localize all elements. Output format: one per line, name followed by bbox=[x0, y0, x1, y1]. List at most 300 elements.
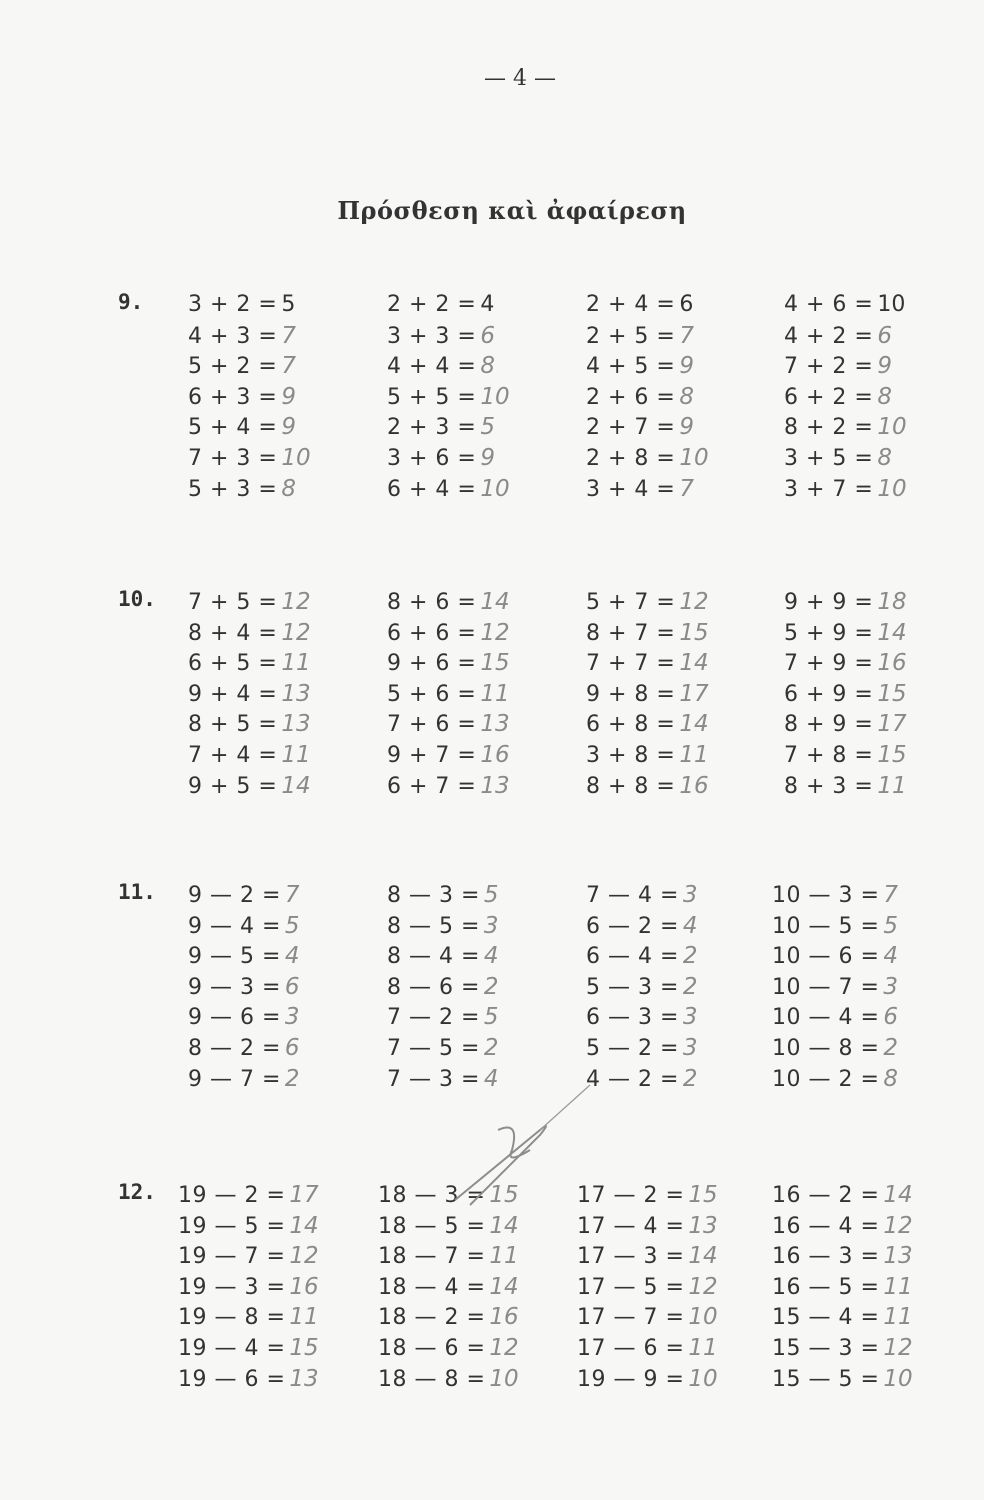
equation-expression: 16 — 3 = bbox=[772, 1244, 880, 1270]
equation-expression: 3 + 7 = bbox=[784, 476, 874, 502]
handwritten-answer: 12 bbox=[480, 619, 510, 646]
handwritten-answer: 14 bbox=[489, 1212, 519, 1239]
handwritten-answer: 10 bbox=[883, 1365, 913, 1392]
equation-row bbox=[188, 587, 311, 618]
handwritten-answer: 3 bbox=[883, 973, 899, 1000]
equation-row bbox=[178, 1302, 319, 1333]
equation-row bbox=[772, 1033, 898, 1064]
handwritten-answer: 8 bbox=[281, 475, 296, 502]
equation-expression: 8 + 8 = bbox=[586, 773, 676, 799]
handwritten-answer: 11 bbox=[877, 772, 907, 799]
equation-expression: 6 + 7 = bbox=[387, 773, 477, 799]
handwritten-answer: 10 bbox=[877, 414, 907, 441]
equation-expression: 16 — 4 = bbox=[772, 1213, 880, 1239]
exercise-number: 11. bbox=[118, 880, 156, 904]
handwritten-answer: 10 bbox=[877, 475, 907, 502]
printed-answer: 4 bbox=[480, 292, 495, 317]
equation-expression: 7 + 5 = bbox=[188, 590, 278, 615]
equation-row bbox=[387, 679, 510, 710]
equation-expression: 2 + 4 = bbox=[586, 292, 676, 317]
handwritten-answer: 14 bbox=[289, 1212, 319, 1239]
equation-row bbox=[586, 648, 709, 679]
equation-expression: 7 + 3 = bbox=[188, 445, 278, 471]
equation-expression: 8 + 6 = bbox=[387, 590, 477, 615]
handwritten-answer: 7 bbox=[883, 882, 899, 908]
equation-row bbox=[378, 1180, 519, 1211]
equation-row bbox=[577, 1211, 718, 1242]
equation-row bbox=[784, 587, 907, 618]
equation-expression: 5 + 6 = bbox=[387, 681, 477, 707]
equation-expression: 9 + 4 = bbox=[188, 681, 278, 707]
equation-row bbox=[188, 1064, 300, 1095]
equation-expression: 15 — 5 = bbox=[772, 1366, 880, 1392]
equation-column bbox=[586, 880, 698, 1094]
equation-row bbox=[586, 1033, 698, 1064]
equation-row bbox=[188, 1033, 300, 1064]
equation-expression: 3 + 6 = bbox=[387, 445, 477, 471]
handwritten-answer: 12 bbox=[679, 589, 709, 615]
equation-row bbox=[387, 351, 510, 382]
equation-expression: 19 — 5 = bbox=[178, 1213, 286, 1239]
handwritten-answer: 16 bbox=[679, 772, 709, 799]
handwritten-answer: 11 bbox=[883, 1304, 913, 1331]
equation-row bbox=[784, 412, 907, 443]
equation-row bbox=[784, 648, 907, 679]
exercise-number: 12. bbox=[118, 1180, 156, 1204]
equation-row bbox=[387, 587, 510, 618]
equation-expression: 10 — 7 = bbox=[772, 974, 880, 1000]
equation-expression: 2 + 3 = bbox=[387, 415, 477, 441]
equation-column bbox=[387, 587, 510, 801]
handwritten-answer: 6 bbox=[877, 322, 892, 349]
equation-row bbox=[378, 1364, 519, 1395]
equation-row bbox=[387, 618, 510, 649]
handwritten-answer: 10 bbox=[489, 1365, 519, 1392]
equation-row bbox=[577, 1302, 718, 1333]
equation-expression: 7 + 6 = bbox=[387, 712, 477, 738]
equation-expression: 7 — 5 = bbox=[387, 1035, 480, 1061]
equation-expression: 7 — 2 = bbox=[387, 1005, 480, 1031]
equation-row bbox=[772, 1180, 913, 1211]
equation-row bbox=[178, 1180, 319, 1211]
equation-column bbox=[188, 880, 300, 1094]
equation-row bbox=[772, 1211, 913, 1242]
handwritten-answer: 15 bbox=[480, 650, 510, 677]
exercise-number: 9. bbox=[118, 290, 144, 314]
handwritten-answer: 9 bbox=[281, 414, 296, 441]
equation-expression: 6 — 3 = bbox=[586, 1005, 679, 1031]
equation-row bbox=[188, 443, 311, 474]
equation-row bbox=[784, 321, 907, 352]
equation-expression: 3 + 8 = bbox=[586, 742, 676, 768]
equation-row bbox=[387, 972, 499, 1003]
equation-expression: 10 — 6 = bbox=[772, 944, 880, 970]
equation-row bbox=[188, 740, 311, 771]
equation-expression: 18 — 4 = bbox=[378, 1274, 486, 1300]
handwritten-answer: 2 bbox=[682, 943, 698, 970]
equation-column bbox=[772, 1180, 913, 1394]
equation-row bbox=[387, 1064, 499, 1095]
equation-expression: 10 — 3 = bbox=[772, 883, 880, 908]
equation-row bbox=[178, 1272, 319, 1303]
equation-expression: 3 + 2 = bbox=[188, 292, 278, 317]
handwritten-answer: 13 bbox=[480, 711, 510, 738]
equation-row bbox=[178, 1211, 319, 1242]
equation-expression: 6 + 9 = bbox=[784, 681, 874, 707]
handwritten-answer: 12 bbox=[489, 1334, 519, 1361]
equation-row bbox=[772, 1064, 898, 1095]
equation-row bbox=[772, 1333, 913, 1364]
printed-answer: 5 bbox=[281, 292, 296, 317]
handwritten-answer: 6 bbox=[284, 973, 300, 1000]
handwritten-answer: 10 bbox=[480, 383, 510, 410]
equation-expression: 6 — 4 = bbox=[586, 944, 679, 970]
handwritten-answer: 4 bbox=[883, 943, 899, 970]
handwritten-answer: 14 bbox=[679, 650, 709, 677]
equation-row bbox=[178, 1241, 319, 1272]
equation-row bbox=[387, 474, 510, 505]
equation-expression: 2 + 6 = bbox=[586, 384, 676, 410]
equation-row bbox=[387, 321, 510, 352]
equation-expression: 6 + 4 = bbox=[387, 476, 477, 502]
handwritten-answer: 12 bbox=[281, 619, 311, 646]
equation-row bbox=[784, 618, 907, 649]
equation-expression: 4 + 4 = bbox=[387, 354, 477, 380]
equation-expression: 4 + 5 = bbox=[586, 354, 676, 380]
equation-expression: 15 — 4 = bbox=[772, 1305, 880, 1331]
handwritten-answer: 14 bbox=[688, 1243, 718, 1270]
equation-row bbox=[586, 709, 709, 740]
equation-row bbox=[188, 321, 311, 352]
handwritten-answer: 11 bbox=[281, 741, 311, 768]
equation-row bbox=[188, 412, 311, 443]
handwritten-answer: 3 bbox=[682, 882, 698, 908]
handwritten-answer: 10 bbox=[688, 1304, 718, 1331]
handwritten-answer: 10 bbox=[679, 444, 709, 471]
equation-expression: 5 — 2 = bbox=[586, 1035, 679, 1061]
handwritten-answer: 12 bbox=[883, 1334, 913, 1361]
handwritten-answer: 7 bbox=[679, 475, 694, 502]
equation-expression: 17 — 5 = bbox=[577, 1274, 685, 1300]
equation-row bbox=[586, 618, 709, 649]
handwritten-answer: 5 bbox=[883, 912, 899, 939]
handwritten-answer: 16 bbox=[289, 1273, 319, 1300]
equation-row bbox=[586, 382, 709, 413]
equation-expression: 8 + 4 = bbox=[188, 620, 278, 646]
equation-expression: 2 + 8 = bbox=[586, 445, 676, 471]
handwritten-answer: 15 bbox=[489, 1182, 519, 1208]
equation-row bbox=[188, 880, 300, 911]
equation-row bbox=[378, 1333, 519, 1364]
equation-expression: 8 — 3 = bbox=[387, 883, 480, 908]
equation-row bbox=[586, 740, 709, 771]
equation-expression: 9 + 9 = bbox=[784, 590, 874, 615]
equation-expression: 6 + 8 = bbox=[586, 712, 676, 738]
equation-row bbox=[387, 1002, 499, 1033]
handwritten-answer: 11 bbox=[883, 1273, 913, 1300]
equation-expression: 8 + 5 = bbox=[188, 712, 278, 738]
page-title: Πρόσθεση καὶ ἀφαίρεση bbox=[337, 196, 687, 225]
equation-row bbox=[772, 1272, 913, 1303]
equation-column bbox=[784, 290, 907, 504]
equation-expression: 3 + 4 = bbox=[586, 476, 676, 502]
equation-row bbox=[188, 382, 311, 413]
handwritten-answer: 5 bbox=[480, 414, 495, 441]
equation-row bbox=[772, 1241, 913, 1272]
equation-expression: 5 + 4 = bbox=[188, 415, 278, 441]
equation-expression: 5 + 7 = bbox=[586, 590, 676, 615]
equation-expression: 5 + 2 = bbox=[188, 354, 278, 380]
equation-row bbox=[784, 771, 907, 802]
equation-expression: 19 — 8 = bbox=[178, 1305, 286, 1331]
handwritten-answer: 6 bbox=[480, 322, 495, 349]
equation-row bbox=[188, 679, 311, 710]
equation-expression: 9 — 5 = bbox=[188, 944, 281, 970]
equation-row bbox=[772, 972, 898, 1003]
equation-expression: 8 + 9 = bbox=[784, 712, 874, 738]
equation-row bbox=[586, 474, 709, 505]
equation-row bbox=[586, 911, 698, 942]
equation-expression: 8 + 3 = bbox=[784, 773, 874, 799]
equation-expression: 8 + 2 = bbox=[784, 415, 874, 441]
equation-row bbox=[387, 740, 510, 771]
handwritten-answer: 14 bbox=[883, 1182, 913, 1208]
handwritten-answer: 17 bbox=[877, 711, 907, 738]
equation-row bbox=[586, 941, 698, 972]
equation-row bbox=[387, 290, 510, 321]
handwritten-answer: 2 bbox=[284, 1065, 300, 1092]
equation-expression: 17 — 6 = bbox=[577, 1335, 685, 1361]
equation-expression: 17 — 2 = bbox=[577, 1183, 685, 1208]
equation-expression: 3 + 3 = bbox=[387, 323, 477, 349]
handwritten-answer: 5 bbox=[483, 1004, 499, 1031]
equation-row bbox=[586, 587, 709, 618]
equation-expression: 7 + 2 = bbox=[784, 354, 874, 380]
equation-expression: 9 — 3 = bbox=[188, 974, 281, 1000]
equation-expression: 19 — 3 = bbox=[178, 1274, 286, 1300]
handwritten-answer: 12 bbox=[289, 1243, 319, 1270]
handwritten-answer: 13 bbox=[688, 1212, 718, 1239]
equation-row bbox=[784, 740, 907, 771]
equation-column bbox=[586, 587, 709, 801]
equation-column bbox=[188, 290, 311, 504]
equation-column bbox=[586, 290, 709, 504]
handwritten-answer: 7 bbox=[284, 882, 300, 908]
handwritten-answer: 4 bbox=[483, 1065, 499, 1092]
equation-row bbox=[784, 679, 907, 710]
equation-expression: 16 — 2 = bbox=[772, 1183, 880, 1208]
equation-expression: 10 — 4 = bbox=[772, 1005, 880, 1031]
equation-expression: 19 — 9 = bbox=[577, 1366, 685, 1392]
handwritten-answer: 16 bbox=[480, 741, 510, 768]
equation-expression: 9 — 2 = bbox=[188, 883, 281, 908]
equation-expression: 8 — 4 = bbox=[387, 944, 480, 970]
equation-expression: 5 + 9 = bbox=[784, 620, 874, 646]
handwritten-answer: 17 bbox=[289, 1182, 319, 1208]
equation-expression: 9 — 6 = bbox=[188, 1005, 281, 1031]
handwritten-answer: 12 bbox=[688, 1273, 718, 1300]
handwritten-answer: 11 bbox=[480, 680, 510, 707]
equation-expression: 8 — 2 = bbox=[188, 1035, 281, 1061]
handwritten-answer: 3 bbox=[682, 1034, 698, 1061]
equation-expression: 8 — 5 = bbox=[387, 913, 480, 939]
equation-row bbox=[586, 1064, 698, 1095]
handwritten-answer: 14 bbox=[679, 711, 709, 738]
handwritten-answer: 8 bbox=[877, 383, 892, 410]
equation-expression: 7 — 4 = bbox=[586, 883, 679, 908]
equation-expression: 19 — 7 = bbox=[178, 1244, 286, 1270]
handwritten-answer: 18 bbox=[877, 589, 907, 615]
equation-expression: 6 + 6 = bbox=[387, 620, 477, 646]
equation-expression: 10 — 5 = bbox=[772, 913, 880, 939]
equation-row bbox=[188, 351, 311, 382]
equation-row bbox=[387, 771, 510, 802]
handwritten-answer: 15 bbox=[289, 1334, 319, 1361]
handwritten-answer: 10 bbox=[480, 475, 510, 502]
printed-answer: 6 bbox=[679, 292, 694, 317]
handwritten-answer: 11 bbox=[489, 1243, 519, 1270]
equation-expression: 2 + 2 = bbox=[387, 292, 477, 317]
equation-expression: 18 — 6 = bbox=[378, 1335, 486, 1361]
equation-expression: 17 — 4 = bbox=[577, 1213, 685, 1239]
equation-row bbox=[387, 709, 510, 740]
equation-expression: 19 — 4 = bbox=[178, 1335, 286, 1361]
handwritten-answer: 5 bbox=[483, 882, 499, 908]
equation-row bbox=[188, 648, 311, 679]
handwritten-answer: 13 bbox=[480, 772, 510, 799]
equation-row bbox=[586, 880, 698, 911]
equation-row bbox=[188, 474, 311, 505]
equation-expression: 17 — 3 = bbox=[577, 1244, 685, 1270]
equation-row bbox=[577, 1333, 718, 1364]
equation-expression: 6 + 3 = bbox=[188, 384, 278, 410]
handwritten-answer: 8 bbox=[883, 1065, 899, 1092]
handwritten-answer: 10 bbox=[688, 1365, 718, 1392]
equation-expression: 9 + 8 = bbox=[586, 681, 676, 707]
equation-column bbox=[784, 587, 907, 801]
handwritten-answer: 7 bbox=[679, 322, 694, 349]
equation-expression: 2 + 5 = bbox=[586, 323, 676, 349]
equation-expression: 17 — 7 = bbox=[577, 1305, 685, 1331]
equation-row bbox=[586, 972, 698, 1003]
equation-expression: 8 + 7 = bbox=[586, 620, 676, 646]
equation-expression: 9 — 4 = bbox=[188, 913, 281, 939]
handwritten-answer: 6 bbox=[284, 1034, 300, 1061]
handwritten-answer: 15 bbox=[679, 619, 709, 646]
equation-row bbox=[178, 1333, 319, 1364]
equation-expression: 6 — 2 = bbox=[586, 913, 679, 939]
equation-row bbox=[188, 771, 311, 802]
equation-expression: 7 + 4 = bbox=[188, 742, 278, 768]
equation-row bbox=[188, 618, 311, 649]
page-number: — 4 — bbox=[484, 66, 556, 91]
handwritten-answer: 13 bbox=[883, 1243, 913, 1270]
equation-row bbox=[784, 290, 907, 321]
handwritten-answer: 17 bbox=[679, 680, 709, 707]
equation-row bbox=[784, 709, 907, 740]
equation-expression: 4 — 2 = bbox=[586, 1066, 679, 1092]
handwritten-answer: 9 bbox=[679, 353, 694, 380]
equation-expression: 19 — 2 = bbox=[178, 1183, 286, 1208]
printed-answer: 10 bbox=[877, 292, 906, 317]
equation-expression: 16 — 5 = bbox=[772, 1274, 880, 1300]
equation-column bbox=[188, 587, 311, 801]
handwritten-answer: 11 bbox=[679, 741, 709, 768]
equation-row bbox=[772, 880, 898, 911]
equation-row bbox=[784, 351, 907, 382]
equation-column bbox=[772, 880, 898, 1094]
equation-row bbox=[387, 1033, 499, 1064]
handwritten-answer: 14 bbox=[489, 1273, 519, 1300]
handwritten-answer: 3 bbox=[483, 912, 499, 939]
equation-expression: 18 — 8 = bbox=[378, 1366, 486, 1392]
equation-expression: 10 — 8 = bbox=[772, 1035, 880, 1061]
equation-expression: 9 — 7 = bbox=[188, 1066, 281, 1092]
handwritten-answer: 2 bbox=[483, 973, 499, 1000]
handwritten-answer: 11 bbox=[289, 1304, 319, 1331]
equation-expression: 18 — 2 = bbox=[378, 1305, 486, 1331]
equation-expression: 5 + 3 = bbox=[188, 476, 278, 502]
equation-expression: 4 + 3 = bbox=[188, 323, 278, 349]
equation-row bbox=[784, 474, 907, 505]
equation-expression: 6 + 5 = bbox=[188, 651, 278, 677]
equation-expression: 9 + 6 = bbox=[387, 651, 477, 677]
equation-row bbox=[387, 911, 499, 942]
equation-expression: 4 + 6 = bbox=[784, 292, 874, 317]
equation-expression: 5 + 5 = bbox=[387, 384, 477, 410]
handwritten-answer: 8 bbox=[679, 383, 694, 410]
equation-expression: 18 — 3 = bbox=[378, 1183, 486, 1208]
handwritten-answer: 9 bbox=[877, 353, 892, 380]
handwritten-answer: 11 bbox=[688, 1334, 718, 1361]
handwritten-answer: 16 bbox=[489, 1304, 519, 1331]
equation-row bbox=[378, 1302, 519, 1333]
equation-expression: 7 + 9 = bbox=[784, 651, 874, 677]
equation-expression: 4 + 2 = bbox=[784, 323, 874, 349]
handwritten-answer: 14 bbox=[281, 772, 311, 799]
handwritten-answer: 13 bbox=[281, 711, 311, 738]
equation-row bbox=[586, 290, 709, 321]
handwritten-answer: 3 bbox=[682, 1004, 698, 1031]
equation-expression: 18 — 5 = bbox=[378, 1213, 486, 1239]
handwritten-answer: 13 bbox=[289, 1365, 319, 1392]
equation-expression: 6 + 2 = bbox=[784, 384, 874, 410]
handwritten-answer: 2 bbox=[483, 1034, 499, 1061]
equation-row bbox=[188, 290, 311, 321]
handwritten-answer: 6 bbox=[883, 1004, 899, 1031]
equation-expression: 2 + 7 = bbox=[586, 415, 676, 441]
equation-row bbox=[586, 771, 709, 802]
equation-row bbox=[378, 1241, 519, 1272]
equation-row bbox=[188, 941, 300, 972]
exercise-number: 10. bbox=[118, 587, 156, 611]
handwritten-answer: 5 bbox=[284, 912, 300, 939]
handwritten-answer: 14 bbox=[877, 619, 907, 646]
equation-row bbox=[378, 1272, 519, 1303]
handwritten-answer: 7 bbox=[281, 322, 296, 349]
equation-row bbox=[586, 321, 709, 352]
equation-row bbox=[378, 1211, 519, 1242]
equation-row bbox=[586, 443, 709, 474]
equation-row bbox=[178, 1364, 319, 1395]
handwritten-answer: 2 bbox=[682, 1065, 698, 1092]
handwritten-answer: 3 bbox=[284, 1004, 300, 1031]
equation-expression: 7 + 8 = bbox=[784, 742, 874, 768]
equation-expression: 5 — 3 = bbox=[586, 974, 679, 1000]
handwritten-answer: 12 bbox=[883, 1212, 913, 1239]
handwritten-answer: 10 bbox=[281, 444, 311, 471]
handwritten-answer: 13 bbox=[281, 680, 311, 707]
